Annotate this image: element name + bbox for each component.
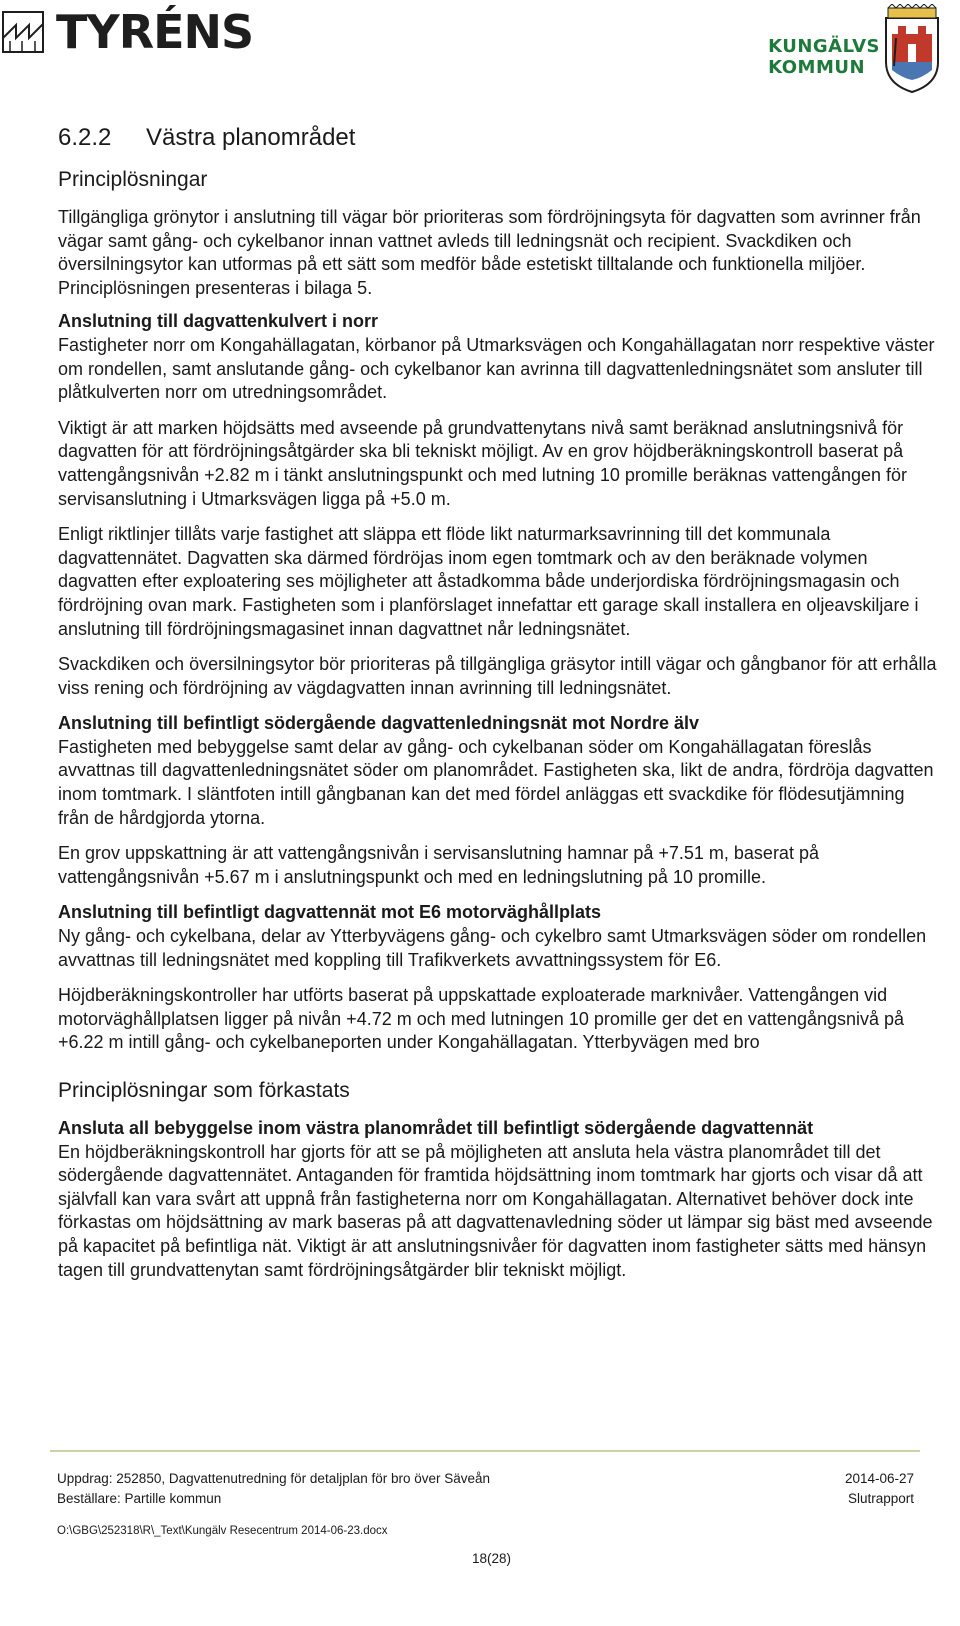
page-header (0, 0, 960, 110)
footer-date: 2014-06-27 (844, 1471, 914, 1486)
paragraph-forkastats-1: En höjdberäkningskontroll har gjorts för att se på möjligheten att ansluta hela västra planområdet till det södergående dagvattennätet. Antaganden för framtida höjdsättning inom tomtmark har gjorts och visar då att självfall kan vara svårt att uppnå från fastigheterna norr om Kongahällagatan. Alternativet behöver dock inte förkastas om höjdsättning av mark baseras på att dagvattenavledning söder ut lämpar sig bäst med avseende på kapacitet på befintliga nät. Viktigt är att anslutningsnivåer för dagvatten inom fastigheter sätts med hänsyn tagen till grundvattenytan samt fördröjningsåtgärder blir tekniskt möjligt. (58, 1141, 933, 1280)
section-title: Västra planområdet (146, 124, 356, 151)
paragraph-e6-1: Ny gång- och cykelbana, delar av Ytterbyvägens gång- och cykelbro samt Utmarksvägen söder om rondellen avvattnas till ledningsnätet med koppling till Trafikverkets avvattningssystem för E6. (58, 926, 927, 970)
section-heading (58, 122, 938, 154)
paragraph-nordre-1: Fastigheten med bebyggelse samt delar av gång- och cykelbanan söder om Kongahällagatan föreslås avvattnas till dagvattenledningsnätet söder om planområdet. Fastigheten ska, likt de andra, fördröja dagvatten inom tomtmark. I släntfoten intill gångbanan kan det med fördel anläggas ett svackdike för flödesutjämning från de hårdgjorda ytorna. (58, 736, 934, 828)
footer-file-path: O:\GBG\252318\R\_Text\Kungälv Resecentrum 2014-06-23.docx (57, 1525, 388, 1537)
footer-uppdrag: Uppdrag: 252850, Dagvattenutredning för detaljplan för bro över Säveån (57, 1471, 491, 1486)
paragraph-norr-3: Enligt riktlinjer tillåts varje fastighet att släppa ett flöde likt naturmarksavrinning till det kommunala dagvattennätet. Dagvatten ska därmed fördröjas inom egen tomtmark och av den beräknade volymen dagvatten efter exploatering ses möjligheter att åstadkomma både underjordiska fördröjningsmagasin och fördröjning ovan mark. Fastigheten som i planförslaget innefattar ett garage skall installera en oljeavskiljare i anslutning till fördröjningsmagasinet innan dagvattnet når ledningsnätet. (58, 524, 919, 639)
kommun-line-2: KOMMUN (768, 57, 866, 78)
subsection-heading-forkastats: Principlösningar som förkastats (58, 1079, 350, 1102)
footer-report-type: Slutrapport (847, 1491, 914, 1506)
paragraph-norr-2: Viktigt är att marken höjdsätts med avseende på grundvattenytans nivå samt beräknad anslutningsnivå för dagvatten för att fördröjningsåtgärder ska bli tekniskt möjligt. Av en grov höjdberäkningskontroll baserat på vattengångsnivån +2.82 m i tänkt anslutningspunkt och med lutning 10 promille beräknas vattengången för servisanslutning i Utmarksvägen ligga på +5.0 m. (58, 417, 908, 509)
kungalv-crest-icon (882, 4, 942, 94)
paragraph-intro: Tillgängliga grönytor i anslutning till vägar bör prioriteras som fördröjningsyta för dagvatten som avrinner från vägar samt gång- och cykelbanor innan vattnet avleds till ledningsnät och recipient. Svackdiken och översilningsytor kan utformas på ett sätt som medför både estetiskt tilltalande och funktionella miljöer. Principlösningen presenteras i bilaga 5. (58, 207, 921, 298)
footer-page-number: 18(28) (472, 1551, 512, 1566)
paragraph-norr-4: Svackdiken och översilningsytor bör prioriteras på tillgängliga gräsytor intill vägar och gångbanor för att erhålla viss rening och fördröjning av vägdagvatten innan avrinning till ledningsnätet. (58, 654, 937, 698)
tyrens-wordmark: TYRÉNS (56, 5, 254, 59)
tyrens-logo-mark-icon (2, 11, 44, 53)
paragraph-e6-2: Höjdberäkningskontroller har utförts baserat på uppskattade exploaterade marknivåer. Vattengången vid motorväghållplatsen ligger på nivån +4.72 m och med lutningen 10 promille ger det en vattengångsnivå på +6.22 m intill gång- och cykelbaneporten under Kongahällagatan. Ytterbyvägen med bro (58, 985, 905, 1053)
kommun-line-1: KUNGÄLVS (768, 36, 880, 57)
paragraph-nordre-2: En grov uppskattning är att vattengångsnivån i servisanslutning hamnar på +7.51 m, baserat på vattengångsnivån +5.67 m i anslutningspunkt och med en ledningslutning på 10 promille. (58, 843, 819, 887)
heading-nordre-alv: Anslutning till befintligt södergående dagvattenledningsnät mot Nordre älv (58, 713, 700, 734)
paragraph-norr-1: Fastigheter norr om Kongahällagatan, körbanor på Utmarksvägen och Kongahällagatan norr respektive väster om rondellen, samt anslutande gång- och cykelbanor kan avrinna till dagvattenledningsnätet som ansluter till plåtkulverten norr om utredningsområdet. (58, 334, 935, 403)
heading-dagvattenkulvert-norr: Anslutning till dagvattenkulvert i norr (58, 311, 379, 332)
document-body (58, 122, 938, 1282)
heading-e6-motorvaghallplats: Anslutning till befintligt dagvattennät mot E6 motorväghållplats (58, 902, 602, 923)
footer-rule (50, 1450, 920, 1452)
heading-ansluta-all-bebyggelse: Ansluta all bebyggelse inom västra planområdet till befintligt södergående dagvattennät (58, 1118, 814, 1138)
section-number: 6.2.2 (58, 124, 112, 151)
tyrens-logo (2, 5, 254, 59)
subsection-heading-principlosningar: Principlösningar (58, 168, 208, 191)
kungalvs-kommun-logo (768, 36, 880, 78)
footer-bestallare: Beställare: Partille kommun (57, 1491, 222, 1506)
